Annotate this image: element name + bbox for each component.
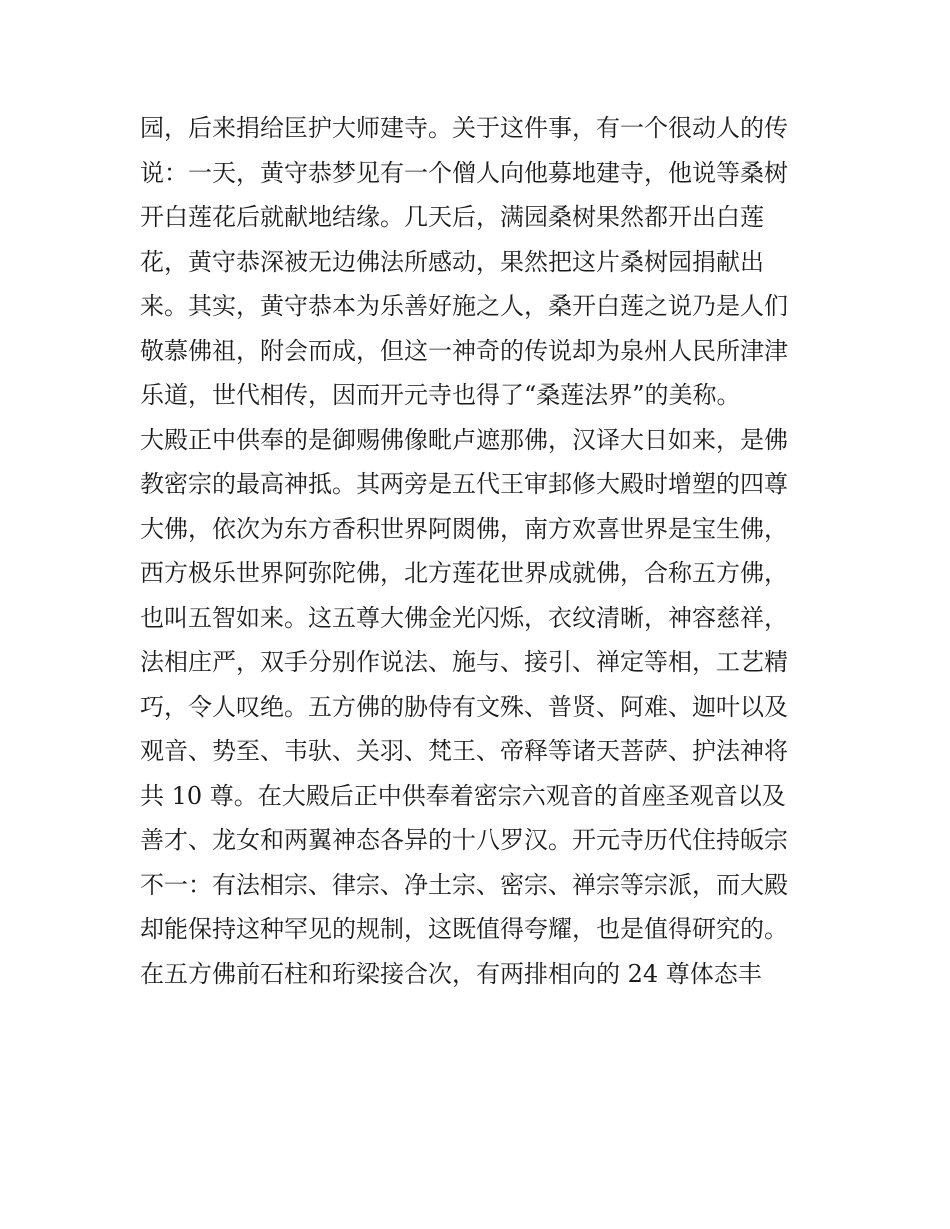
text-line: 共 10 尊。在大殿后正中供奉着密宗六观音的首座圣观音以及 <box>140 781 786 810</box>
text-line: 善才、龙女和两翼神态各异的十八罗汉。开元寺历代住持皈宗 <box>140 826 788 854</box>
text-line: 却能保持这种罕见的规制，这既值得夸耀，也是值得研究的。 <box>140 915 788 943</box>
body-text <box>140 106 820 996</box>
text-line: 乐道，世代相传，因而开元寺也得了“桑莲法界”的美称。 <box>140 381 741 409</box>
text-line: 也叫五智如来。这五尊大佛金光闪烁，衣纹清晰，神容慈祥， <box>140 603 788 632</box>
text-line: 园，后来捐给匡护大师建寺。关于这件事，有一个很动人的传 <box>140 114 788 142</box>
text-line: 巧，令人叹绝。五方佛的胁侍有文殊、普贤、阿难、迦叶以及 <box>140 692 788 721</box>
text-line: 观音、势至、韦驮、关羽、梵王、帝释等诸天菩萨、护法神将 <box>140 737 788 765</box>
text-line: 不一：有法相宗、律宗、净土宗、密宗、禅宗等宗派，而大殿 <box>140 870 788 899</box>
text-line: 西方极乐世界阿弥陀佛，北方莲花世界成就佛，合称五方佛， <box>140 559 788 587</box>
text-line: 大佛，依次为东方香积世界阿閦佛，南方欢喜世界是宝生佛， <box>140 514 788 543</box>
text-line: 在五方佛前石柱和珩梁接合次，有两排相向的 24 尊体态丰 <box>140 959 762 988</box>
text-line: 花，黄守恭深被无边佛法所感动，果然把这片桑树园捐献出 <box>140 247 764 276</box>
text-line: 说：一天，黄守恭梦见有一个僧人向他募地建寺，他说等桑树 <box>140 158 788 187</box>
text-line: 大殿正中供奉的是御赐佛像毗卢遮那佛，汉译大日如来，是佛 <box>140 425 788 454</box>
text-line: 教密宗的最高神抵。其两旁是五代王审邽修大殿时增塑的四尊 <box>140 470 788 498</box>
text-line: 开白莲花后就献地结缘。几天后，满园桑树果然都开出白莲 <box>140 203 764 231</box>
text-line: 敬慕佛祖，附会而成，但这一神奇的传说却为泉州人民所津津 <box>140 336 788 365</box>
text-line: 法相庄严，双手分别作说法、施与、接引、禅定等相，工艺精 <box>140 648 788 676</box>
text-line: 来。其实，黄守恭本为乐善好施之人，桑开白莲之说乃是人们 <box>140 292 788 320</box>
